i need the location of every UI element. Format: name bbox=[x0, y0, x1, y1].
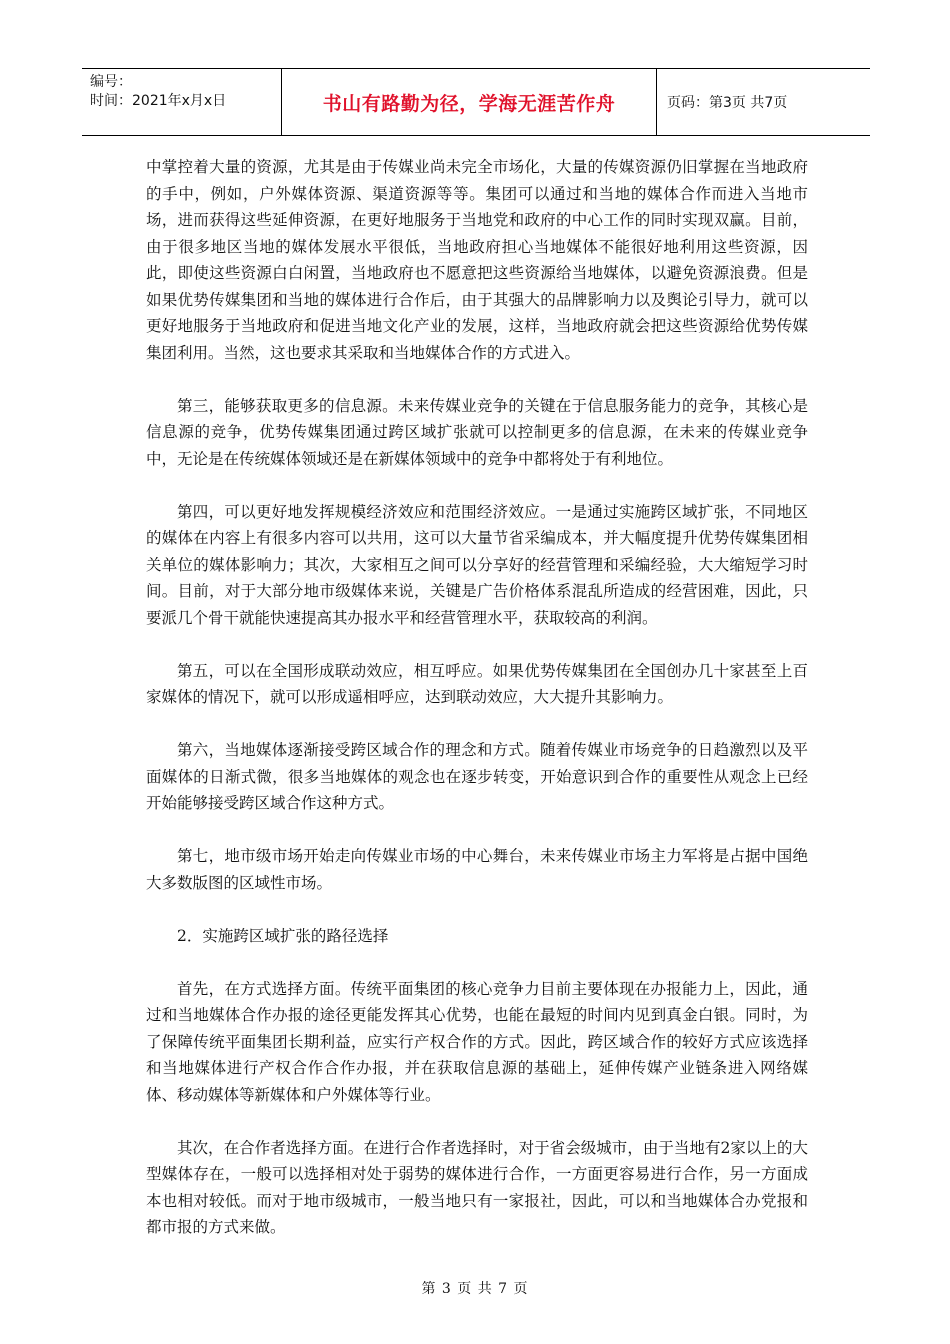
document-body bbox=[146, 154, 808, 1267]
header-motto: 书山有路勤为径，学海无涯苦作舟 bbox=[282, 69, 657, 135]
document-number: 编号： bbox=[90, 74, 132, 90]
document-date: 时间：2021年x月x日 bbox=[90, 93, 227, 109]
paragraph: 第七，地市级市场开始走向传媒业市场的中心舞台，未来传媒业市场主力军将是占据中国绝大多数版图的区域性市场。 bbox=[146, 847, 808, 892]
page-header bbox=[82, 68, 870, 136]
header-page-number: 页码：第3页 共7页 bbox=[667, 95, 788, 111]
paragraph: 首先，在方式选择方面。传统平面集团的核心竞争力目前主要体现在办报能力上，因此，通过和当地媒体合作办报的途径更能发挥其心优势，也能在最短的时间内见到真金白银。同时，为了保障传统平面集团长期利益，应实行产权合作的方式。因此，跨区域合作的较好方式应该选择和当地媒体进行产权合作合作办报，并在获取信息源的基础上，延伸传媒产业链条进入网络媒体、移动媒体等新媒体和户外媒体等行业。 bbox=[146, 979, 808, 1104]
paragraph: 中掌控着大量的资源，尤其是由于传媒业尚未完全市场化，大量的传媒资源仍旧掌握在当地政府的手中，例如，户外媒体资源、渠道资源等等。集团可以通过和当地的媒体合作而进入当地市场，进而获得这些延伸资源，在更好地服务于当地党和政府的中心工作的同时实现双赢。目前，由于很多地区当地的媒体发展水平很低，当地政府担心当地媒体不能很好地利用这些资源，因此，即使这些资源白白闲置，当地政府也不愿意把这些资源给当地媒体，以避免资源浪费。但是如果优势传媒集团和当地的媒体进行合作后，由于其强大的品牌影响力以及舆论引导力，就可以更好地服务于当地政府和促进当地文化产业的发展，这样，当地政府就会把这些资源给优势传媒集团利用。当然，这也要求其采取和当地媒体合作的方式进入。 bbox=[146, 158, 808, 362]
section-heading: 2．实施跨区域扩张的路径选择 bbox=[177, 926, 389, 945]
paragraph: 第五，可以在全国形成联动效应，相互呼应。如果优势传媒集团在全国创办几十家甚至上百家媒体的情况下，就可以形成遥相呼应，达到联动效应，大大提升其影响力。 bbox=[146, 661, 808, 706]
paragraph: 第三，能够获取更多的信息源。未来传媒业竞争的关键在于信息服务能力的竞争，其核心是信息源的竞争，优势传媒集团通过跨区域扩张就可以控制更多的信息源，在未来的传媒业竞争中，无论是在传统媒体领域还是在新媒体领域中的竞争中都将处于有利地位。 bbox=[146, 396, 808, 468]
header-meta bbox=[82, 69, 282, 135]
page-footer: 第 3 页 共 7 页 bbox=[421, 1281, 529, 1297]
paragraph: 第四，可以更好地发挥规模经济效应和范围经济效应。一是通过实施跨区域扩张，不同地区的媒体在内容上有很多内容可以共用，这可以大量节省采编成本，并大幅度提升优势传媒集团相关单位的媒体影响力；其次，大家相互之间可以分享好的经营管理和采编经验，大大缩短学习时间。目前，对于大部分地市级媒体来说，关键是广告价格体系混乱所造成的经营困难，因此，只要派几个骨干就能快速提高其办报水平和经营管理水平，获取较高的利润。 bbox=[146, 502, 808, 627]
paragraph: 其次，在合作者选择方面。在进行合作者选择时，对于省会级城市，由于当地有2家以上的大型媒体存在，一般可以选择相对处于弱势的媒体进行合作，一方面更容易进行合作，另一方面成本也相对较低。而对于地市级城市，一般当地只有一家报社，因此，可以和当地媒体合办党报和都市报的方式来做。 bbox=[146, 1138, 808, 1236]
paragraph: 第六，当地媒体逐渐接受跨区域合作的理念和方式。随着传媒业市场竞争的日趋激烈以及平面媒体的日渐式微，很多当地媒体的观念也在逐步转变，开始意识到合作的重要性从观念上已经开始能够接受跨区域合作这种方式。 bbox=[146, 741, 808, 812]
